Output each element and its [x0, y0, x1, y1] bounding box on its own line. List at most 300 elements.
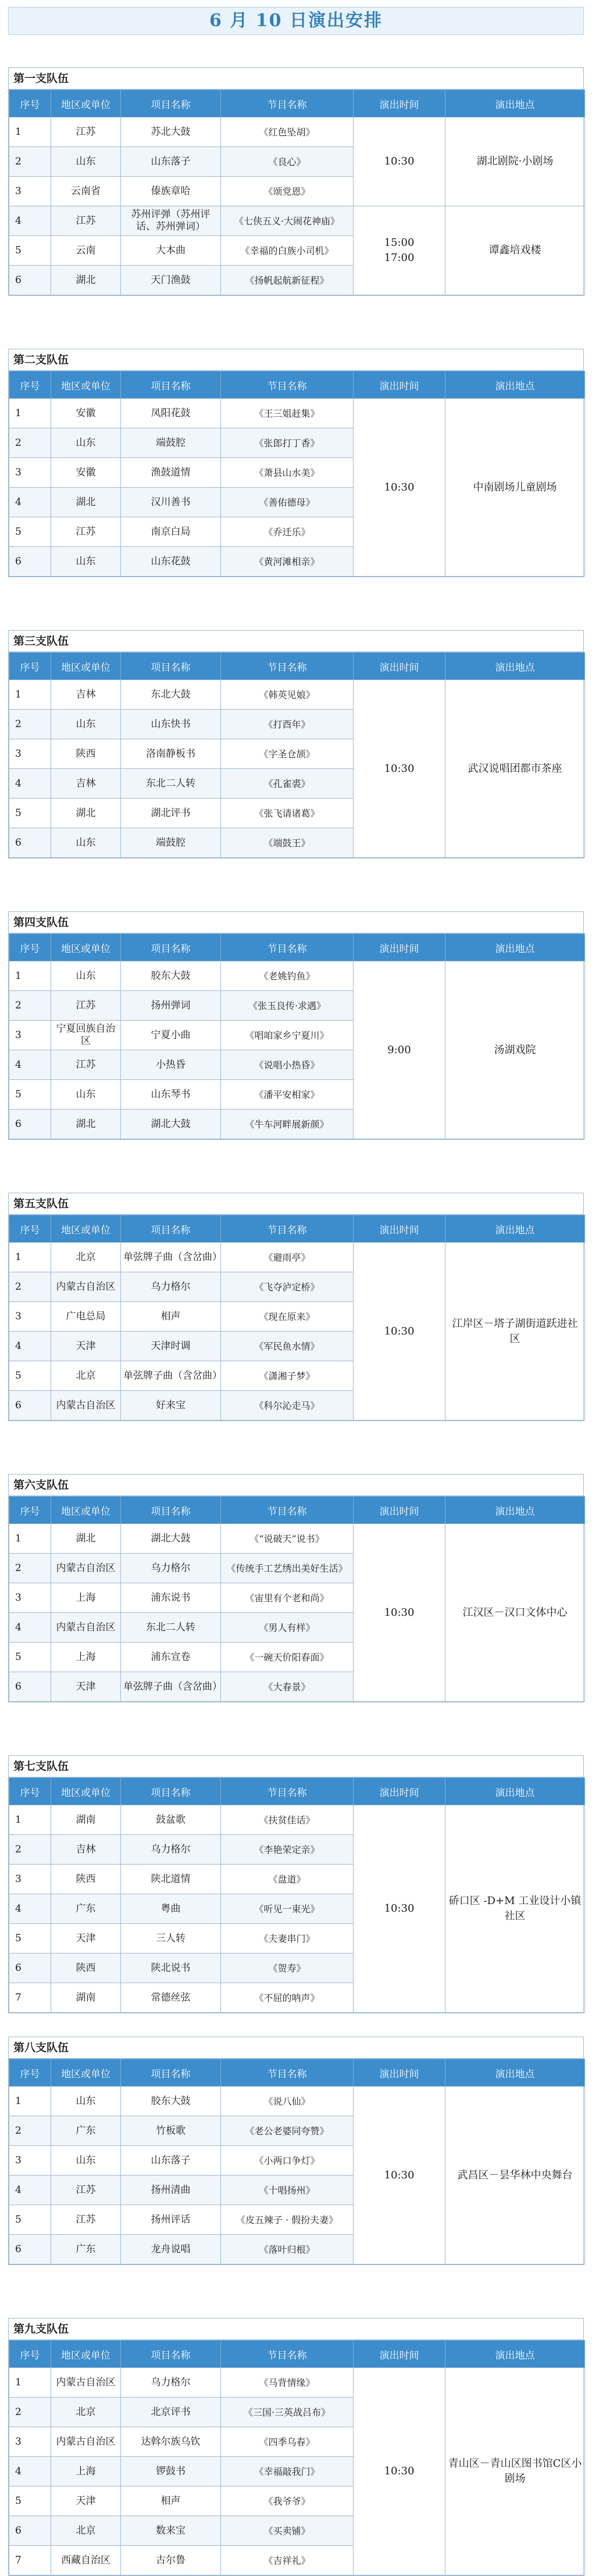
item-cell: 湖北大鼓: [121, 1524, 221, 1554]
schedule-table: [9, 2059, 585, 2264]
row-number: 6: [9, 828, 51, 858]
region-cell: 江苏: [51, 1050, 121, 1080]
table-header-row: [9, 1778, 585, 1805]
row-number: 5: [9, 1080, 51, 1110]
table-row: [9, 2368, 585, 2398]
region-cell: 上海: [51, 1583, 121, 1613]
program-cell: 《大春景》: [221, 1672, 354, 1702]
program-cell: 《韩英见娘》: [221, 680, 354, 710]
item-cell: 单弦牌子曲（含岔曲）: [121, 1361, 221, 1391]
item-cell: 相声: [121, 2486, 221, 2516]
region-cell: 安徽: [51, 399, 121, 428]
row-number: 7: [9, 1983, 51, 2013]
item-cell: 东北大鼓: [121, 680, 221, 710]
item-cell: 乌力格尔: [121, 1554, 221, 1583]
column-header: 序号: [9, 90, 51, 117]
program-cell: 《老姚钓鱼》: [221, 961, 354, 991]
item-cell: 乌力格尔: [121, 1272, 221, 1302]
column-header: 地区或单位: [51, 653, 121, 680]
item-cell: 三人转: [121, 1924, 221, 1954]
region-cell: 湖北: [51, 488, 121, 517]
team-title: 第八支队伍: [9, 2037, 583, 2059]
table-header-row: [9, 90, 585, 117]
item-cell: 东北二人转: [121, 1613, 221, 1643]
region-cell: 湖北: [51, 1110, 121, 1139]
column-header: 节目名称: [221, 1778, 354, 1805]
column-header: 地区或单位: [51, 934, 121, 961]
item-cell: 好来宝: [121, 1391, 221, 1421]
column-header: 项目名称: [121, 653, 221, 680]
column-header: 演出时间: [354, 2341, 445, 2368]
program-cell: 《幸福敲我门》: [221, 2457, 354, 2486]
item-cell: 北京评书: [121, 2398, 221, 2427]
region-cell: 山东: [51, 428, 121, 458]
row-number: 3: [9, 1583, 51, 1613]
item-cell: 渔鼓道情: [121, 458, 221, 488]
region-cell: 山东: [51, 147, 121, 177]
row-number: 4: [9, 2457, 51, 2486]
item-cell: 浦东说书: [121, 1583, 221, 1613]
item-cell: 数来宝: [121, 2516, 221, 2546]
row-number: 5: [9, 517, 51, 547]
schedule-table: [9, 933, 585, 1139]
region-cell: 天津: [51, 1672, 121, 1702]
table-row: [9, 1805, 585, 1835]
row-number: 6: [9, 1110, 51, 1139]
column-header: 项目名称: [121, 2341, 221, 2368]
column-header: 序号: [9, 371, 51, 399]
program-cell: 《老公老婆同夸赞》: [221, 2116, 354, 2146]
item-cell: 扬州清曲: [121, 2176, 221, 2205]
schedule-table: [9, 652, 585, 858]
region-cell: 江苏: [51, 206, 121, 236]
time-cell: 9:00: [354, 961, 445, 1139]
program-cell: 《避雨亭》: [221, 1243, 354, 1272]
venue-cell: 湖北剧院·小剧场: [445, 117, 585, 206]
row-number: 4: [9, 2176, 51, 2205]
program-cell: 《孔雀裘》: [221, 769, 354, 799]
region-cell: 内蒙古自治区: [51, 2427, 121, 2457]
column-header: 项目名称: [121, 1215, 221, 1243]
row-number: 6: [9, 2516, 51, 2546]
column-header: 演出时间: [354, 1215, 445, 1243]
item-cell: 粤曲: [121, 1894, 221, 1924]
region-cell: 江苏: [51, 2205, 121, 2235]
item-cell: 苏北大鼓: [121, 117, 221, 147]
venue-cell: 谭鑫培戏楼: [445, 206, 585, 295]
row-number: 3: [9, 739, 51, 769]
program-cell: 《扬帆起航新征程》: [221, 266, 354, 295]
item-cell: 大本曲: [121, 236, 221, 266]
row-number: 2: [9, 710, 51, 739]
row-number: 6: [9, 1954, 51, 1983]
item-cell: 宁夏小曲: [121, 1021, 221, 1050]
program-cell: 《扶贫佳话》: [221, 1805, 354, 1835]
table-row: [9, 399, 585, 428]
item-cell: 端鼓腔: [121, 828, 221, 858]
region-cell: 内蒙古自治区: [51, 1272, 121, 1302]
region-cell: 宁夏回族自治区: [51, 1021, 121, 1050]
team-title: 第六支队伍: [9, 1475, 583, 1496]
team-section: [8, 1474, 584, 1702]
column-header: 演出地点: [445, 1497, 585, 1524]
program-cell: 《幸福的白族小司机》: [221, 236, 354, 266]
item-cell: 相声: [121, 1302, 221, 1332]
region-cell: 云南省: [51, 177, 121, 206]
item-cell: 湖北评书: [121, 799, 221, 828]
column-header: 演出时间: [354, 1497, 445, 1524]
column-header: 演出地点: [445, 2059, 585, 2087]
team-title: 第九支队伍: [9, 2319, 583, 2340]
item-cell: 龙舟说唱: [121, 2235, 221, 2264]
program-cell: 《现在原来》: [221, 1302, 354, 1332]
table-header-row: [9, 1497, 585, 1524]
column-header: 序号: [9, 1497, 51, 1524]
column-header: 节目名称: [221, 2341, 354, 2368]
region-cell: 广东: [51, 2235, 121, 2264]
time-cell: 10:30: [354, 1805, 445, 2013]
region-cell: 吉林: [51, 769, 121, 799]
program-cell: 《宙里有个老和尚》: [221, 1583, 354, 1613]
row-number: 1: [9, 1524, 51, 1554]
region-cell: 江苏: [51, 991, 121, 1021]
team-section: [8, 67, 584, 296]
region-cell: 陕西: [51, 1865, 121, 1894]
team-title: 第七支队伍: [9, 1756, 583, 1777]
row-number: 3: [9, 458, 51, 488]
region-cell: 湖北: [51, 266, 121, 295]
program-cell: 《军民鱼水情》: [221, 1332, 354, 1361]
schedule-table: [9, 2340, 585, 2575]
column-header: 序号: [9, 1778, 51, 1805]
item-cell: 端鼓腔: [121, 428, 221, 458]
row-number: 4: [9, 769, 51, 799]
venue-cell: 江汉区－汉口文体中心: [445, 1524, 585, 1702]
column-header: 项目名称: [121, 934, 221, 961]
program-cell: 《贺寿》: [221, 1954, 354, 1983]
column-header: 节目名称: [221, 371, 354, 399]
row-number: 3: [9, 177, 51, 206]
table-row: [9, 117, 585, 147]
column-header: 项目名称: [121, 1778, 221, 1805]
item-cell: 天津时调: [121, 1332, 221, 1361]
row-number: 2: [9, 1835, 51, 1865]
region-cell: 山东: [51, 710, 121, 739]
row-number: 4: [9, 488, 51, 517]
venue-cell: 青山区－青山区图书馆C区小剧场: [445, 2368, 585, 2575]
program-cell: 《萧县山水美》: [221, 458, 354, 488]
program-cell: 《字圣仓颉》: [221, 739, 354, 769]
table-row: [9, 2087, 585, 2116]
column-header: 演出地点: [445, 934, 585, 961]
region-cell: 内蒙古自治区: [51, 1554, 121, 1583]
region-cell: 江苏: [51, 517, 121, 547]
time-cell: 10:30: [354, 117, 445, 206]
item-cell: 古尔鲁: [121, 2546, 221, 2575]
region-cell: 山东: [51, 961, 121, 991]
time-cell: 10:30: [354, 1243, 445, 1421]
region-cell: 天津: [51, 2486, 121, 2516]
item-cell: 锣鼓书: [121, 2457, 221, 2486]
venue-cell: 硚口区 -D+M 工业设计小镇社区: [445, 1805, 585, 2013]
schedule-table: [9, 1496, 585, 1702]
program-cell: 《唱咱家乡宁夏川》: [221, 1021, 354, 1050]
team-title: 第三支队伍: [9, 631, 583, 652]
region-cell: 内蒙古自治区: [51, 1391, 121, 1421]
column-header: 演出时间: [354, 934, 445, 961]
item-cell: 陕北说书: [121, 1954, 221, 1983]
row-number: 2: [9, 1272, 51, 1302]
program-cell: 《七侠五义·大闹花神庙》: [221, 206, 354, 236]
program-cell: 《王三姐赶集》: [221, 399, 354, 428]
column-header: 项目名称: [121, 371, 221, 399]
item-cell: 山东花鼓: [121, 547, 221, 577]
time-cell: 15:00 17:00: [354, 206, 445, 295]
item-cell: 小热昏: [121, 1050, 221, 1080]
column-header: 演出时间: [354, 2059, 445, 2087]
program-cell: 《红色坠胡》: [221, 117, 354, 147]
row-number: 4: [9, 1613, 51, 1643]
program-cell: 《“说破天”说书》: [221, 1524, 354, 1554]
region-cell: 天津: [51, 1332, 121, 1361]
item-cell: 凤阳花鼓: [121, 399, 221, 428]
program-cell: 《皮五辣子 · 假扮夫妻》: [221, 2205, 354, 2235]
column-header: 节目名称: [221, 2059, 354, 2087]
row-number: 2: [9, 2398, 51, 2427]
item-cell: 扬州评话: [121, 2205, 221, 2235]
item-cell: 湖北大鼓: [121, 1110, 221, 1139]
column-header: 演出时间: [354, 90, 445, 117]
item-cell: 东北二人转: [121, 769, 221, 799]
time-cell: 10:30: [354, 2087, 445, 2264]
program-cell: 《十唱扬州》: [221, 2176, 354, 2205]
row-number: 7: [9, 2546, 51, 2575]
column-header: 节目名称: [221, 934, 354, 961]
table-header-row: [9, 1215, 585, 1243]
row-number: 6: [9, 547, 51, 577]
column-header: 演出地点: [445, 371, 585, 399]
table-header-row: [9, 934, 585, 961]
program-cell: 《张郎打丁香》: [221, 428, 354, 458]
column-header: 地区或单位: [51, 2341, 121, 2368]
region-cell: 山东: [51, 2087, 121, 2116]
region-cell: 北京: [51, 1361, 121, 1391]
item-cell: 鼓盆歌: [121, 1805, 221, 1835]
region-cell: 内蒙古自治区: [51, 1613, 121, 1643]
program-cell: 《科尔沁走马》: [221, 1391, 354, 1421]
table-header-row: [9, 2341, 585, 2368]
column-header: 序号: [9, 1215, 51, 1243]
column-header: 项目名称: [121, 2059, 221, 2087]
item-cell: 汉川善书: [121, 488, 221, 517]
time-cell: 10:30: [354, 399, 445, 577]
row-number: 2: [9, 991, 51, 1021]
venue-cell: 汤湖戏院: [445, 961, 585, 1139]
program-cell: 《买卖铺》: [221, 2516, 354, 2546]
column-header: 节目名称: [221, 1215, 354, 1243]
column-header: 项目名称: [121, 90, 221, 117]
row-number: 5: [9, 236, 51, 266]
region-cell: 陕西: [51, 739, 121, 769]
row-number: 3: [9, 1302, 51, 1332]
schedule-table: [9, 371, 585, 577]
column-header: 演出地点: [445, 1215, 585, 1243]
column-header: 节目名称: [221, 90, 354, 117]
row-number: 5: [9, 1924, 51, 1954]
column-header: 演出时间: [354, 371, 445, 399]
program-cell: 《潘平安相家》: [221, 1080, 354, 1110]
column-header: 节目名称: [221, 1497, 354, 1524]
venue-cell: 中南剧场儿童剧场: [445, 399, 585, 577]
table-row: [9, 206, 585, 236]
column-header: 地区或单位: [51, 371, 121, 399]
region-cell: 上海: [51, 2457, 121, 2486]
team-section: [8, 2037, 584, 2265]
row-number: 1: [9, 399, 51, 428]
time-cell: 10:30: [354, 1524, 445, 1702]
row-number: 5: [9, 1361, 51, 1391]
team-title: 第一支队伍: [9, 68, 583, 90]
region-cell: 广电总局: [51, 1302, 121, 1332]
row-number: 1: [9, 117, 51, 147]
team-section: [8, 911, 584, 1140]
program-cell: 《听见一束光》: [221, 1894, 354, 1924]
row-number: 1: [9, 2087, 51, 2116]
program-cell: 《端鼓王》: [221, 828, 354, 858]
item-cell: 扬州弹词: [121, 991, 221, 1021]
venue-cell: 武汉说唱团都市茶座: [445, 680, 585, 858]
row-number: 3: [9, 1021, 51, 1050]
column-header: 地区或单位: [51, 90, 121, 117]
time-cell: 10:30: [354, 680, 445, 858]
item-cell: 单弦牌子曲（含岔曲）: [121, 1243, 221, 1272]
program-cell: 《吉祥礼》: [221, 2546, 354, 2575]
program-cell: 《马背情缘》: [221, 2368, 354, 2398]
row-number: 4: [9, 1332, 51, 1361]
item-cell: 竹板歌: [121, 2116, 221, 2146]
item-cell: 天门渔鼓: [121, 266, 221, 295]
table-header-row: [9, 2059, 585, 2087]
team-section: [8, 630, 584, 858]
row-number: 6: [9, 1672, 51, 1702]
row-number: 1: [9, 2368, 51, 2398]
region-cell: 江苏: [51, 2176, 121, 2205]
table-row: [9, 961, 585, 991]
column-header: 节目名称: [221, 653, 354, 680]
region-cell: 吉林: [51, 1835, 121, 1865]
table-row: [9, 1524, 585, 1554]
row-number: 5: [9, 799, 51, 828]
program-cell: 《一碗天价阳春面》: [221, 1643, 354, 1672]
row-number: 1: [9, 680, 51, 710]
column-header: 序号: [9, 2341, 51, 2368]
column-header: 序号: [9, 2059, 51, 2087]
column-header: 演出地点: [445, 1778, 585, 1805]
program-cell: 《我爷爷》: [221, 2486, 354, 2516]
table-header-row: [9, 371, 585, 399]
team-section: [8, 1193, 584, 1421]
row-number: 2: [9, 147, 51, 177]
row-number: 4: [9, 1894, 51, 1924]
table-row: [9, 680, 585, 710]
column-header: 地区或单位: [51, 2059, 121, 2087]
column-header: 演出地点: [445, 90, 585, 117]
schedule-table: [9, 1777, 585, 2013]
region-cell: 北京: [51, 2516, 121, 2546]
program-cell: 《李艳荣定亲》: [221, 1835, 354, 1865]
item-cell: 乌力格尔: [121, 2368, 221, 2398]
program-cell: 《乔迁乐》: [221, 517, 354, 547]
region-cell: 广东: [51, 1894, 121, 1924]
row-number: 3: [9, 1865, 51, 1894]
region-cell: 湖南: [51, 1805, 121, 1835]
item-cell: 乌力格尔: [121, 1835, 221, 1865]
region-cell: 广东: [51, 2116, 121, 2146]
row-number: 5: [9, 2205, 51, 2235]
row-number: 6: [9, 266, 51, 295]
row-number: 1: [9, 1805, 51, 1835]
team-title: 第二支队伍: [9, 349, 583, 371]
item-cell: 苏州评弹（苏州评话、苏州弹词）: [121, 206, 221, 236]
item-cell: 傣族章哈: [121, 177, 221, 206]
item-cell: 山东琴书: [121, 1080, 221, 1110]
team-title: 第五支队伍: [9, 1193, 583, 1215]
program-cell: 《不屈的呐声》: [221, 1983, 354, 2013]
schedule-table: [9, 1215, 585, 1421]
program-cell: 《男人有样》: [221, 1613, 354, 1643]
program-cell: 《盘道》: [221, 1865, 354, 1894]
team-section: [8, 2318, 584, 2576]
region-cell: 云南: [51, 236, 121, 266]
program-cell: 《三国·三英战吕布》: [221, 2398, 354, 2427]
item-cell: 洛南静板书: [121, 739, 221, 769]
venue-cell: 武昌区－昙华林中央舞台: [445, 2087, 585, 2264]
program-cell: 《打酉年》: [221, 710, 354, 739]
item-cell: 山东落子: [121, 147, 221, 177]
program-cell: 《黄河滩相亲》: [221, 547, 354, 577]
item-cell: 南京白局: [121, 517, 221, 547]
column-header: 地区或单位: [51, 1215, 121, 1243]
column-header: 地区或单位: [51, 1497, 121, 1524]
program-cell: 《夫妻串门》: [221, 1924, 354, 1954]
column-header: 地区或单位: [51, 1778, 121, 1805]
program-cell: 《良心》: [221, 147, 354, 177]
column-header: 序号: [9, 934, 51, 961]
program-cell: 《传统手工艺绣出美好生活》: [221, 1554, 354, 1583]
row-number: 2: [9, 1554, 51, 1583]
item-cell: 陕北道情: [121, 1865, 221, 1894]
region-cell: 吉林: [51, 680, 121, 710]
region-cell: 上海: [51, 1643, 121, 1672]
program-cell: 《颂党恩》: [221, 177, 354, 206]
program-cell: 《小两口争灯》: [221, 2146, 354, 2176]
item-cell: 常德丝弦: [121, 1983, 221, 2013]
team-section: [8, 349, 584, 577]
program-cell: 《落叶归根》: [221, 2235, 354, 2264]
region-cell: 山东: [51, 1080, 121, 1110]
program-cell: 《四季乌春》: [221, 2427, 354, 2457]
program-cell: 《潇湘子梦》: [221, 1361, 354, 1391]
row-number: 3: [9, 2427, 51, 2457]
program-cell: 《牛车河畔展新颜》: [221, 1110, 354, 1139]
table-row: [9, 1243, 585, 1272]
program-cell: 《善佑德母》: [221, 488, 354, 517]
row-number: 3: [9, 2146, 51, 2176]
column-header: 序号: [9, 653, 51, 680]
row-number: 2: [9, 428, 51, 458]
item-cell: 胶东大鼓: [121, 961, 221, 991]
venue-cell: 江岸区－塔子湖街道跃进社区: [445, 1243, 585, 1421]
